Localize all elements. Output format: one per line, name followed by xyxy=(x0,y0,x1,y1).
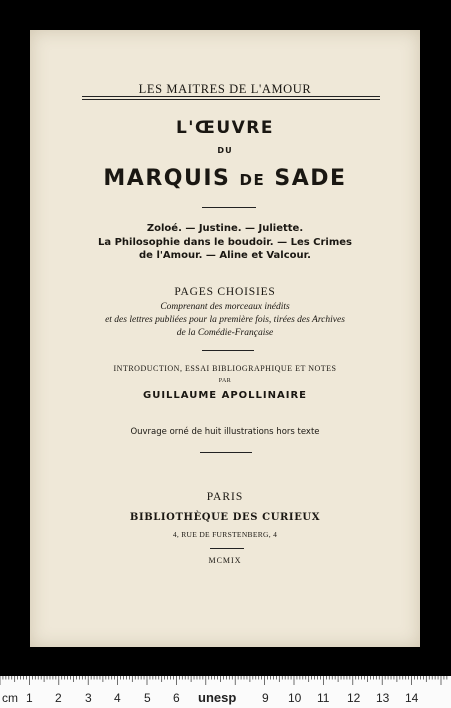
title-de: DE xyxy=(239,171,266,189)
divider-rule xyxy=(200,452,252,453)
publisher-address: 4, RUE DE FURSTENBERG, 4 xyxy=(172,530,278,539)
description-line-3: de la Comédie-Française xyxy=(176,328,274,338)
ruler-label: 5 xyxy=(144,691,151,705)
ruler-label: 12 xyxy=(347,691,361,705)
ruler-label: 4 xyxy=(114,691,121,705)
ruler-label: 11 xyxy=(317,691,330,705)
unesp-logo: unesp xyxy=(198,690,237,705)
publication-year: MCMIX xyxy=(208,556,242,565)
description-line-2: et des lettres publiées pour la première fois, tirées des Archives xyxy=(105,315,345,325)
illustrations-note: Ouvrage orné de huit illustrations hors texte xyxy=(130,427,320,437)
publication-city: PARIS xyxy=(206,491,244,503)
publisher-name: BIBLIOTHÈQUE DES CURIEUX xyxy=(129,512,321,523)
divider-rule xyxy=(202,207,256,208)
author-name: GUILLAUME APOLLINAIRE xyxy=(142,390,307,401)
par-line: PAR xyxy=(218,378,232,384)
works-line-3: de l'Amour. — Aline et Valcour. xyxy=(139,250,311,261)
works-line-2: La Philosophie dans le boudoir. — Les Crimes xyxy=(97,237,353,248)
ruler-label: 13 xyxy=(376,691,390,705)
intro-line: INTRODUCTION, ESSAI BIBLIOGRAPHIQUE ET NOTES xyxy=(113,364,337,373)
section-heading: PAGES CHOISIES xyxy=(174,286,276,298)
book-title-page xyxy=(30,30,420,647)
double-rule-thin xyxy=(82,99,380,100)
title-line-oeuvre: L'ŒUVRE xyxy=(175,118,275,138)
scale-ruler xyxy=(0,676,451,708)
works-line-1: Zoloé. — Justine. — Juliette. xyxy=(146,223,304,234)
series-title: LES MAITRES DE L'AMOUR xyxy=(138,82,312,96)
title-marquis: MARQUIS xyxy=(103,166,231,191)
ruler-label: 10 xyxy=(288,691,302,705)
ruler-label: 2 xyxy=(55,691,62,705)
ruler-label: 3 xyxy=(85,691,92,705)
ruler-label: 14 xyxy=(405,691,419,705)
title-sade: SADE xyxy=(274,166,347,191)
ruler-label: 6 xyxy=(173,691,180,705)
ruler-label: 9 xyxy=(262,691,269,705)
main-title xyxy=(30,166,420,191)
divider-rule xyxy=(210,548,244,549)
ruler-unit-label: cm xyxy=(2,691,18,705)
divider-rule xyxy=(202,350,254,351)
description-line-1: Comprenant des morceaux inédits xyxy=(160,302,290,312)
double-rule-thick xyxy=(82,96,380,97)
title-line-du: DU xyxy=(217,146,233,155)
ruler-label: 1 xyxy=(26,691,33,705)
